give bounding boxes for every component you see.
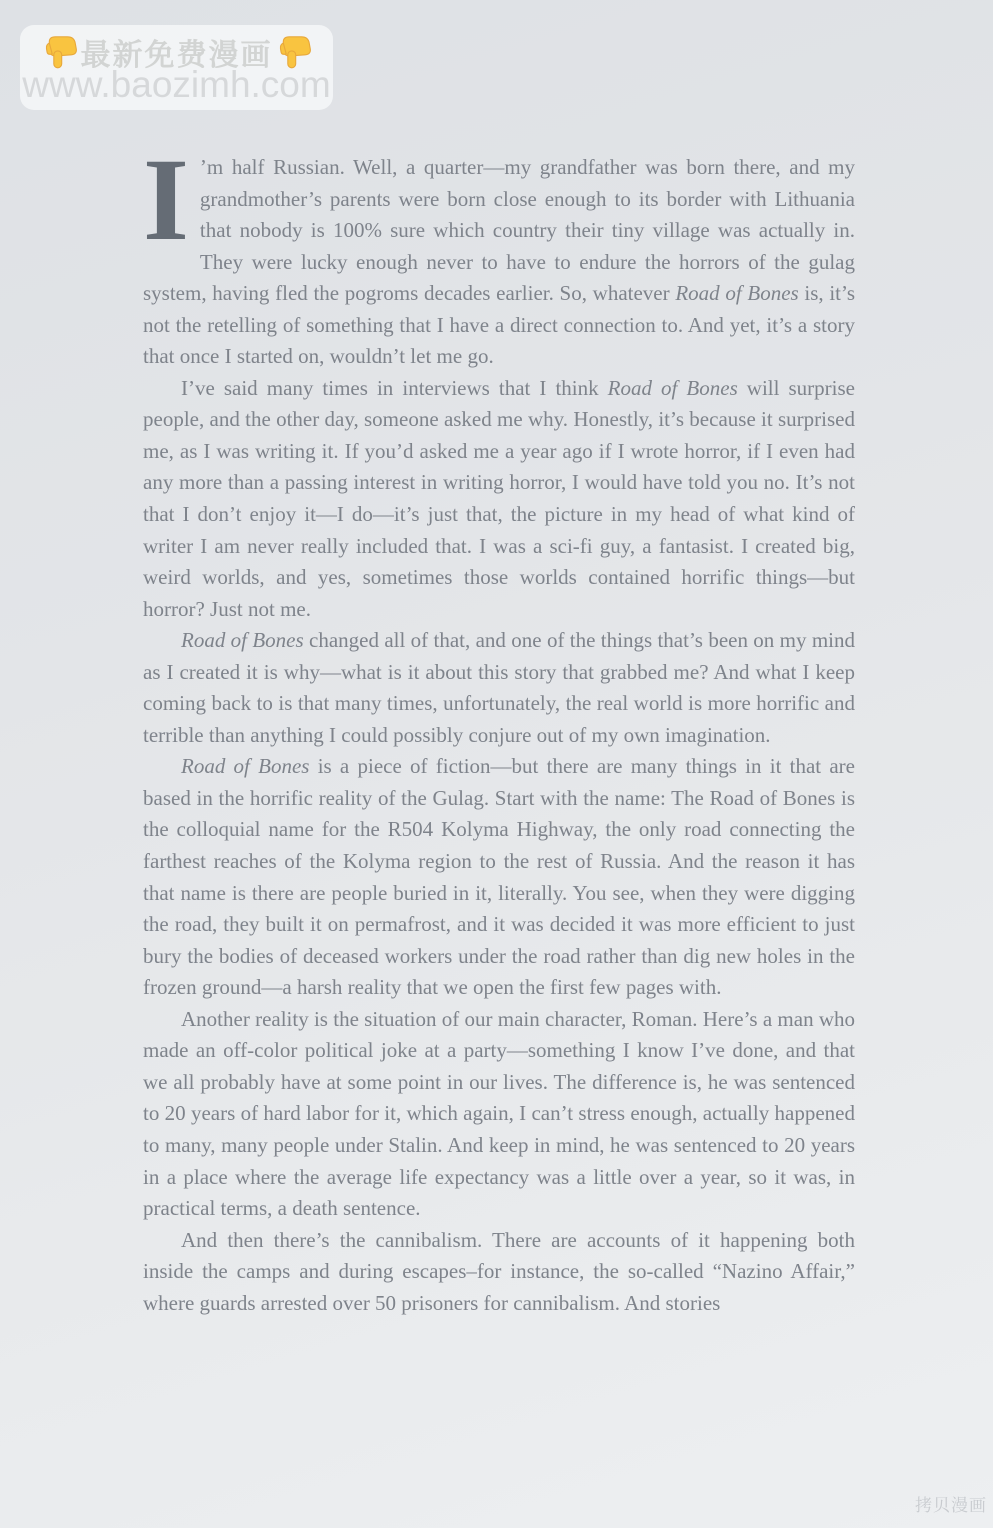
essay-text: changed all of that, and one of the things that’s been on my mind as I created it is why—what is it about this story that grabbed me? And what I keep coming back to is that many times, unfortunately, the real world is more horrific and terrible than anything I could possibly conjure out of my own imagination. — [143, 628, 855, 747]
essay-paragraph — [143, 1004, 855, 1225]
drop-cap: I — [143, 134, 189, 265]
essay-text: And then there’s the cannibalism. There are accounts of it happening both inside the camps and during escapes–for instance, the so-called “Nazino Affair,” where guards arrested over 50 prisoners for cannibalism. And stories — [143, 1227, 855, 1315]
top-watermark — [20, 25, 333, 110]
essay-paragraph — [143, 1225, 855, 1320]
essay-paragraph — [143, 373, 855, 625]
book-title-italic: Road of Bones — [675, 281, 799, 306]
essay-text: is, it’s not the retelling of something that I have a direct connection to. And yet, it’s a story that once I started on, wouldn’t let me go. — [143, 281, 856, 369]
essay-paragraph — [143, 625, 855, 751]
book-title-italic: Road of Bones — [181, 628, 304, 653]
essay-text: will surprise people, and the other day, someone asked me why. Honestly, it’s because it surprised me, as I was writing it. If you’d asked me a year ago if I wrote horror, if I even had any more than a passing interest in writing horror, I would have told you no. It’s not that I don’t enjoy it—I do—it’s just that, the picture in my head of what kind of writer I am never really included that. I was a sci-fi guy, a fantasist. I created big, weird worlds, and yes, sometimes those worlds contained horrific things—but horror? Just not me. — [143, 375, 855, 621]
essay-text: I’ve said many times in interviews that I think — [181, 375, 608, 400]
watermark-text: 最新免费漫画 — [80, 39, 273, 72]
essay — [143, 134, 856, 1319]
book-title-italic: Road of Bones — [181, 754, 310, 779]
book-title-italic: Road of Bones — [607, 375, 738, 400]
essay-paragraph — [143, 751, 855, 1003]
essay-text: Another reality is the situation of our main character, Roman. Here’s a man who made an off-color political joke at a party—something I know I’ve done, and that we all probably have at some point in our lives. The difference is, he was sentenced to 20 years of hard labor for it, which again, I can’t stress enough, actually happened to many, many people under Stalin. And keep in mind, he was sentenced to 20 years in a place where the average life expectancy was a little over a year, so it was, in practical terms, a death sentence. — [143, 1006, 855, 1221]
essay-text: ’m half Russian. Well, a quarter—my grandfather was born there, and my grandmother’s parents were born close enough to its border with Lithuania that nobody is 100% sure which country their tiny village was actually in. They were lucky enough never to have to endure the horrors of the gulag system, having fled the pogroms decades earlier. So, whatever — [143, 155, 855, 306]
essay-paragraph — [143, 134, 856, 373]
bottom-watermark: 拷贝漫画 — [915, 1496, 987, 1515]
essay-text: is a piece of fiction—but there are many things in it that are based in the horrific reality of the Gulag. Start with the name: The Road of Bones is the colloquial name for the R504 Kolyma Highway, the only road connecting the farthest reaches of the Kolyma region to the rest of Russia. And the reason it has that name is there are people buried in it, literally. You see, when they were digging the road, they built it on permafrost, and it was decided it was more efficient to just bury the bodies of deceased workers under the road rather than dig new holes in the frozen ground—a harsh reality that we open the first few pages with. — [143, 754, 855, 1000]
watermark-url: www.baozimh.com — [22, 64, 331, 105]
